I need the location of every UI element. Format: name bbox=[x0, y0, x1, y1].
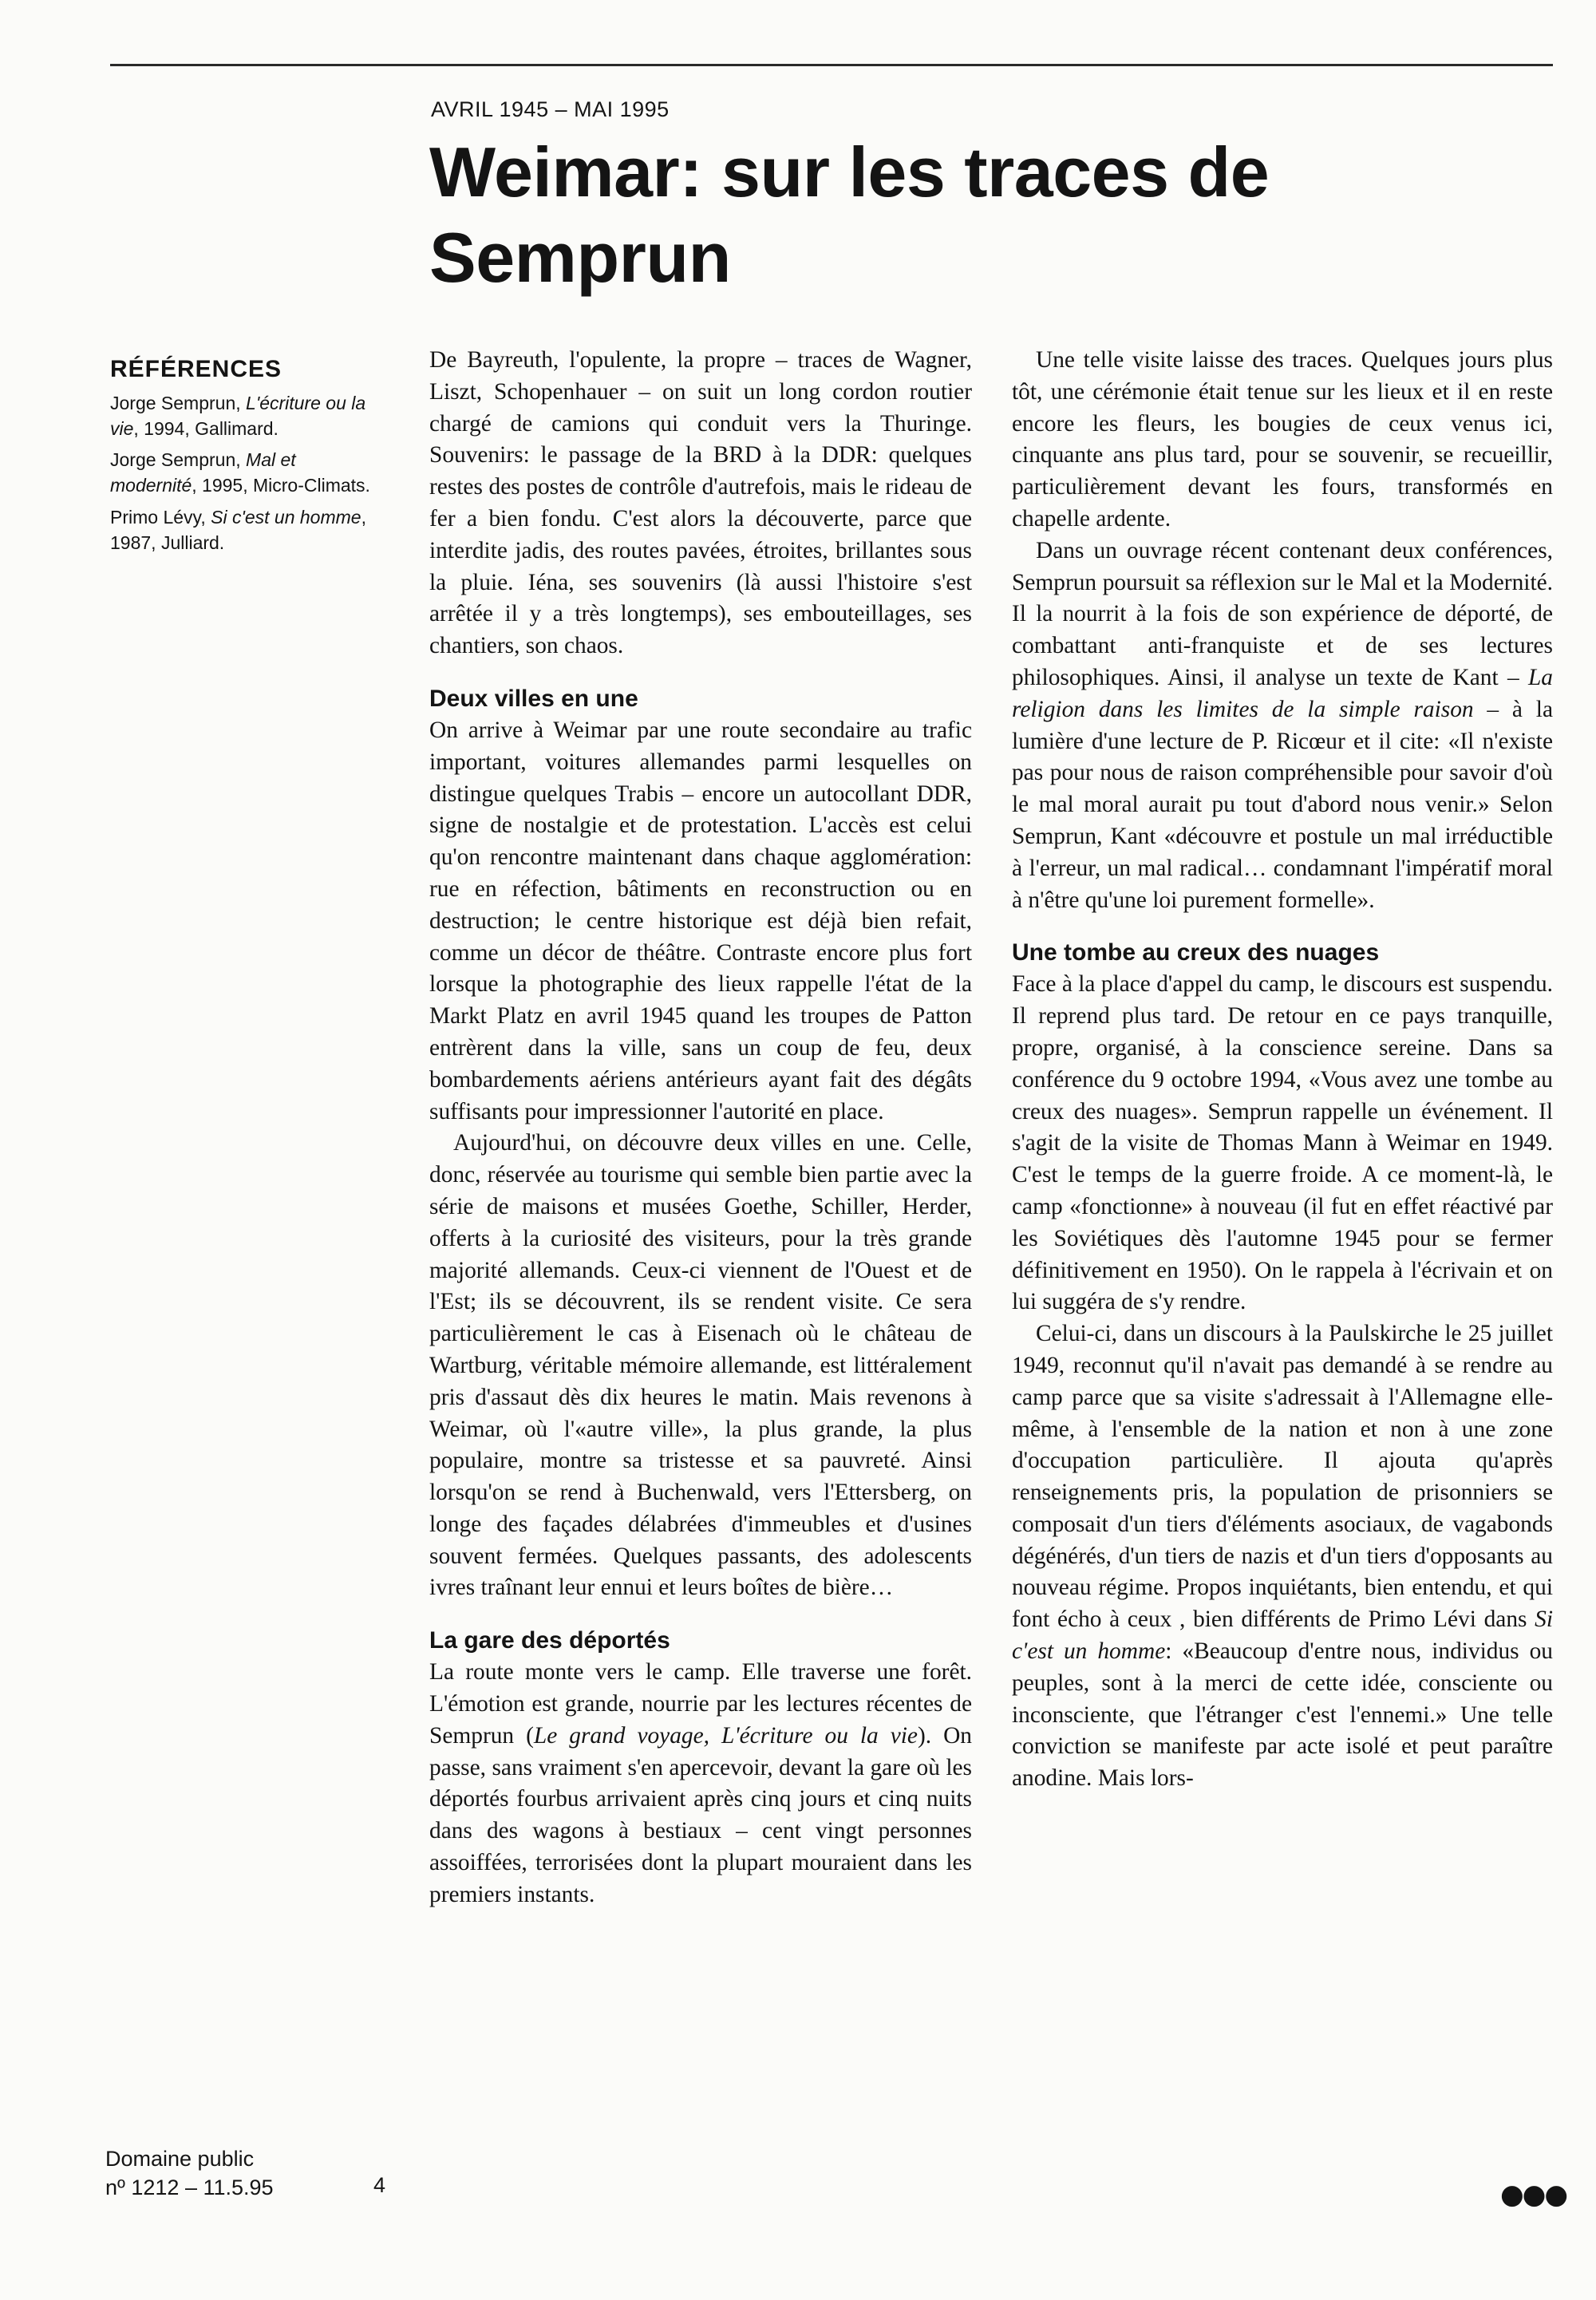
section-heading: Une tombe au creux des nuages bbox=[1012, 939, 1380, 966]
reference-item: Jorge Semprun, L'écriture ou la vie, 1994, Gallimard. bbox=[110, 393, 366, 439]
reference-item: Jorge Semprun, Mal et modernité, 1995, Micro-Climats. bbox=[110, 449, 370, 496]
paragraph: De Bayreuth, l'opulente, la propre – traces de Wagner, Liszt, Schopenhauer – on suit un long cordon routier chargé de camions qui conduit vers la Thuringe. Souvenirs: le passage de la BRD à la DDR: quelques restes des postes de contrôle d'autrefois, mais le rideau de fer a bien fondu. C'est alors la découverte, parce que interdite jadis, des routes pavées, étroites, brillantes sous la pluie. Iéna, ses souvenirs (là aussi l'histoire s'est arrêtée il y a très longtemps), ses embouteillages, ses chantiers, son chaos. bbox=[429, 347, 972, 659]
paragraph: Dans un ouvrage récent contenant deux conférences, Semprun poursuit sa réflexion sur le Mal et la Modernité. Il la nourrit à la fois de son expérience de déporté, de combattant anti-franquiste et de ses lectures philosophiques. Ainsi, il analyse un texte de Kant – La religion dans les limites de la simple raison – à la lumière d'une lecture de P. Ricœur et il cite: «Il n'existe pas pour nous de raison compréhensible pour savoir d'où le mal moral aurait pu tout d'abord nous venir.» Selon Semprun, Kant «découvre et postule un mal irréductible à l'erreur, un mal radical… condamnant l'impératif moral à n'être qu'une loi purement formelle». bbox=[1012, 537, 1553, 913]
paragraph: Face à la place d'appel du camp, le discours est suspendu. Il reprend plus tard. De retour en ce pays tranquille, propre, organisé, à la conscience sereine. Dans sa conférence du 9 octobre 1994, «Vous avez une tombe au creux des nuages». Semprun rappelle un événement. Il s'agit de la visite de Thomas Mann à Weimar en 1949. C'est le temps de la guerre froide. A ce moment-là, le camp «fonctionne» à nouveau (il fut en effet réactivé par les Soviétiques dès l'automne 1945 pour se fermer définitivement en 1950). On le rappela à l'écrivain et on lui suggéra de s'y rendre. bbox=[1012, 971, 1553, 1315]
issue-number: nº 1212 – 11.5.95 bbox=[105, 2176, 274, 2199]
section-heading: La gare des déportés bbox=[429, 1627, 670, 1654]
reference-item: Primo Lévy, Si c'est un homme, 1987, Julliard. bbox=[110, 506, 366, 553]
publication-name: Domaine public bbox=[105, 2147, 255, 2171]
continued-marker: ●●● bbox=[1500, 2179, 1567, 2211]
article-column-2 bbox=[1012, 345, 1553, 1795]
references-sidebar bbox=[110, 356, 381, 562]
paragraph: La route monte vers le camp. Elle traverse une forêt. L'émotion est grande, nourrie par les lectures récentes de Semprun (Le grand voyage, L'écriture ou la vie). On passe, sans vraiment s'en apercevoir, devant la gare où les déportés fourbus arrivaient après cinq jours et cinq nuits dans des wagons à bestiaux – cent vingt personnes assoiffées, terrorisées dont la plupart mouraient dans les premiers instants. bbox=[429, 1659, 972, 1907]
top-rule bbox=[110, 64, 1553, 66]
kicker: AVRIL 1945 – MAI 1995 bbox=[431, 97, 670, 121]
references-heading: RÉFÉRENCES bbox=[110, 356, 282, 382]
paragraph: Aujourd'hui, on découvre deux villes en une. Celle, donc, réservée au tourisme qui semble bien partie avec la série de maisons et musées Goethe, Schiller, Herder, offerts à la curiosité des visiteurs, pour la très grande majorité allemands. Ceux-ci viennent de l'Ouest et de l'Est; ils se découvrent, ils se rendent visite. Ce sera particulièrement le cas à Eisenach où le château de Wartburg, véritable mémoire allemande, est littéralement pris d'assaut dès dix heures le matin. Mais revenons à Weimar, où l'«autre ville», la plus grande, la plus populaire, montre sa tristesse et sa pauvreté. Ainsi lorsqu'on se rend à Buchenwald, vers l'Ettersberg, on longe des façades délabrées d'immeubles et d'usines souvent fermées. Quelques passants, des adolescents ivres traînant leur ennui et leurs boîtes de bière… bbox=[429, 1130, 972, 1601]
section-heading: Deux villes en une bbox=[429, 685, 638, 712]
paragraph: On arrive à Weimar par une route secondaire au trafic important, voitures allemandes parmi lesquelles on distingue quelques Trabis – encore un autocollant DDR, signe de nostalgie et de protestation. L'accès est celui qu'on rencontre maintenant dans chaque agglomération: rue en réfection, bâtiments en reconstruction ou en destruction; le centre historique est déjà bien refait, comme un décor de théâtre. Contraste encore plus fort lorsque la photographie des lieux rappelle l'état de la Markt Platz en avril 1945 quand les troupes de Patton entrèrent dans la ville, sans un coup de feu, deux bombardements aériens antérieurs ayant fait des dégâts suffisants pour impressionner l'autorité en place. bbox=[429, 717, 972, 1124]
paragraph: Une telle visite laisse des traces. Quelques jours plus tôt, une cérémonie était tenue sur les lieux et il en reste encore les fleurs, les bougies de ceux venus ici, cinquante ans plus tard, pour se souvenir, se recueillir, particulièrement devant les fours, transformés en chapelle ardente. bbox=[1012, 347, 1553, 532]
publication-footer bbox=[105, 2144, 274, 2202]
paragraph: Celui-ci, dans un discours à la Paulskirche le 25 juillet 1949, reconnut qu'il n'avait pas demandé à se rendre au camp parce que sa visite s'adressait à l'Allemagne elle-même, à l'ensemble de la nation et non à une zone d'occupation particulière. Il ajouta qu'après renseignements pris, la population de prisonniers se composait d'un tiers d'éléments asociaux, de vagabonds dégénérés, d'un tiers de nazis et d'un tiers d'opposants au nouveau régime. Propos inquiétants, bien entendu, et qui font écho à ceux , bien différents de Primo Lévi dans Si c'est un homme: «Beaucoup d'entre nous, individus ou peuples, sont à la merci de cette idée, consciente ou inconsciente, que l'étranger c'est l'ennemi.» Une telle conviction se manifeste par acte isolé et peut paraître anodine. Mais lors- bbox=[1012, 1321, 1553, 1792]
page-number: 4 bbox=[373, 2173, 386, 2197]
article-title: Weimar: sur les traces de Semprun bbox=[429, 132, 1270, 298]
article-column-1 bbox=[429, 345, 972, 1911]
